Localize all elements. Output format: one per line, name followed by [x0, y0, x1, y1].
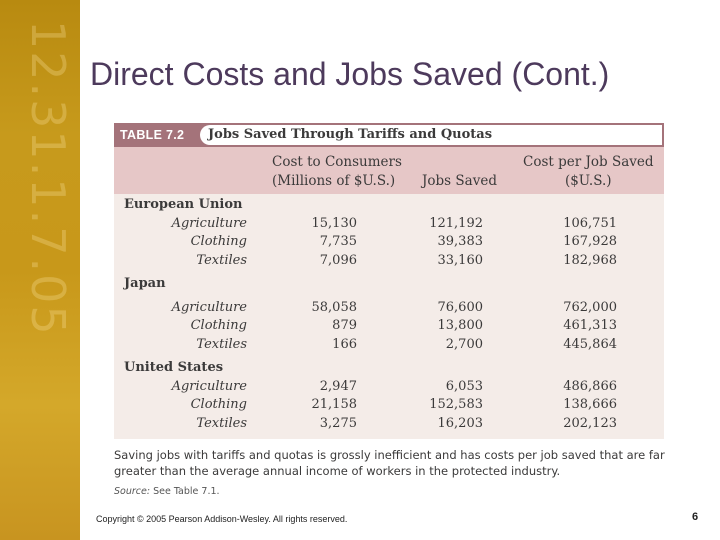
table-row: [114, 252, 664, 271]
cost-cell: 879: [332, 318, 357, 333]
sector-label: Textiles: [196, 336, 247, 352]
table-row: [114, 336, 664, 355]
decorative-side-band: [0, 0, 80, 540]
cost-per-job-cell: 762,000: [563, 299, 617, 315]
slide-title: Direct Costs and Jobs Saved (Cont.): [90, 56, 610, 92]
group-row: [114, 275, 664, 294]
sector-label: Clothing: [190, 397, 247, 412]
table-row: [114, 299, 664, 318]
column-header-jobs: Jobs Saved: [422, 173, 497, 189]
cost-cell: 7,735: [319, 234, 357, 249]
group-row: [114, 359, 664, 378]
table-body: [114, 196, 664, 433]
table-row: [114, 396, 664, 415]
sector-label: Agriculture: [171, 299, 247, 315]
jobs-cell: 152,583: [429, 397, 483, 412]
table-row: [114, 415, 664, 434]
jobs-cell: 76,600: [437, 299, 483, 315]
jobs-cell: 33,160: [437, 252, 483, 268]
jobs-cell: 121,192: [429, 215, 483, 231]
cost-cell: 58,058: [311, 299, 357, 315]
column-header-row: [114, 147, 664, 194]
jobs-cell: 13,800: [437, 318, 483, 333]
cost-cell: 2,947: [319, 378, 357, 394]
cost-per-job-cell: 486,866: [563, 378, 617, 394]
cost-per-job-cell: 202,123: [563, 415, 617, 431]
table-header-bar: [114, 123, 664, 147]
column-header-cost-per-job: Cost per Job Saved ($U.S.): [523, 154, 654, 189]
group-name: United States: [124, 360, 224, 375]
cost-per-job-cell: 106,751: [563, 215, 617, 231]
group-row: [114, 196, 664, 215]
decorative-digits: 12.31.1.7.05: [21, 20, 75, 337]
sector-label: Textiles: [196, 415, 247, 431]
jobs-cell: 2,700: [445, 336, 483, 352]
table-number: TABLE 7.2: [120, 128, 185, 142]
source-text: See Table 7.1.: [153, 486, 220, 497]
sector-label: Textiles: [196, 252, 247, 268]
group-name: Japan: [124, 276, 166, 291]
table-row: [114, 378, 664, 397]
table-caption: Saving jobs with tariffs and quotas is grossly inefficient and has costs per job saved that are far greater than the average annual income of workers in the protected industry.: [114, 448, 665, 478]
table-title-box: [200, 125, 662, 145]
column-header-cost: Cost to Consumers (Millions of $U.S.): [272, 154, 402, 189]
cost-per-job-cell: 461,313: [563, 318, 617, 333]
cost-per-job-cell: 138,666: [563, 397, 617, 412]
cost-per-job-cell: 182,968: [563, 252, 617, 268]
copyright-notice: Copyright © 2005 Pearson Addison-Wesley. All rights reserved.: [96, 514, 348, 524]
sector-label: Agriculture: [171, 378, 247, 394]
page-number: 6: [692, 511, 699, 523]
table-source: [114, 486, 220, 497]
table-row: [114, 215, 664, 234]
table-title: Jobs Saved Through Tariffs and Quotas: [208, 127, 493, 142]
cost-cell: 7,096: [319, 252, 357, 268]
jobs-cell: 39,383: [437, 234, 483, 249]
sector-label: Clothing: [190, 318, 247, 333]
jobs-cell: 16,203: [437, 415, 483, 431]
cost-per-job-cell: 167,928: [563, 234, 617, 249]
table-row: [114, 233, 664, 252]
cost-cell: 3,275: [319, 415, 357, 431]
group-name: European Union: [124, 197, 243, 212]
cost-per-job-cell: 445,864: [563, 336, 617, 352]
cost-cell: 21,158: [311, 397, 357, 412]
source-label: Source:: [114, 486, 151, 497]
sector-label: Clothing: [190, 234, 247, 249]
sector-label: Agriculture: [171, 215, 247, 231]
jobs-cell: 6,053: [445, 378, 483, 394]
table-row: [114, 317, 664, 336]
cost-cell: 166: [332, 336, 357, 352]
cost-cell: 15,130: [311, 215, 357, 231]
data-table: [114, 123, 664, 439]
